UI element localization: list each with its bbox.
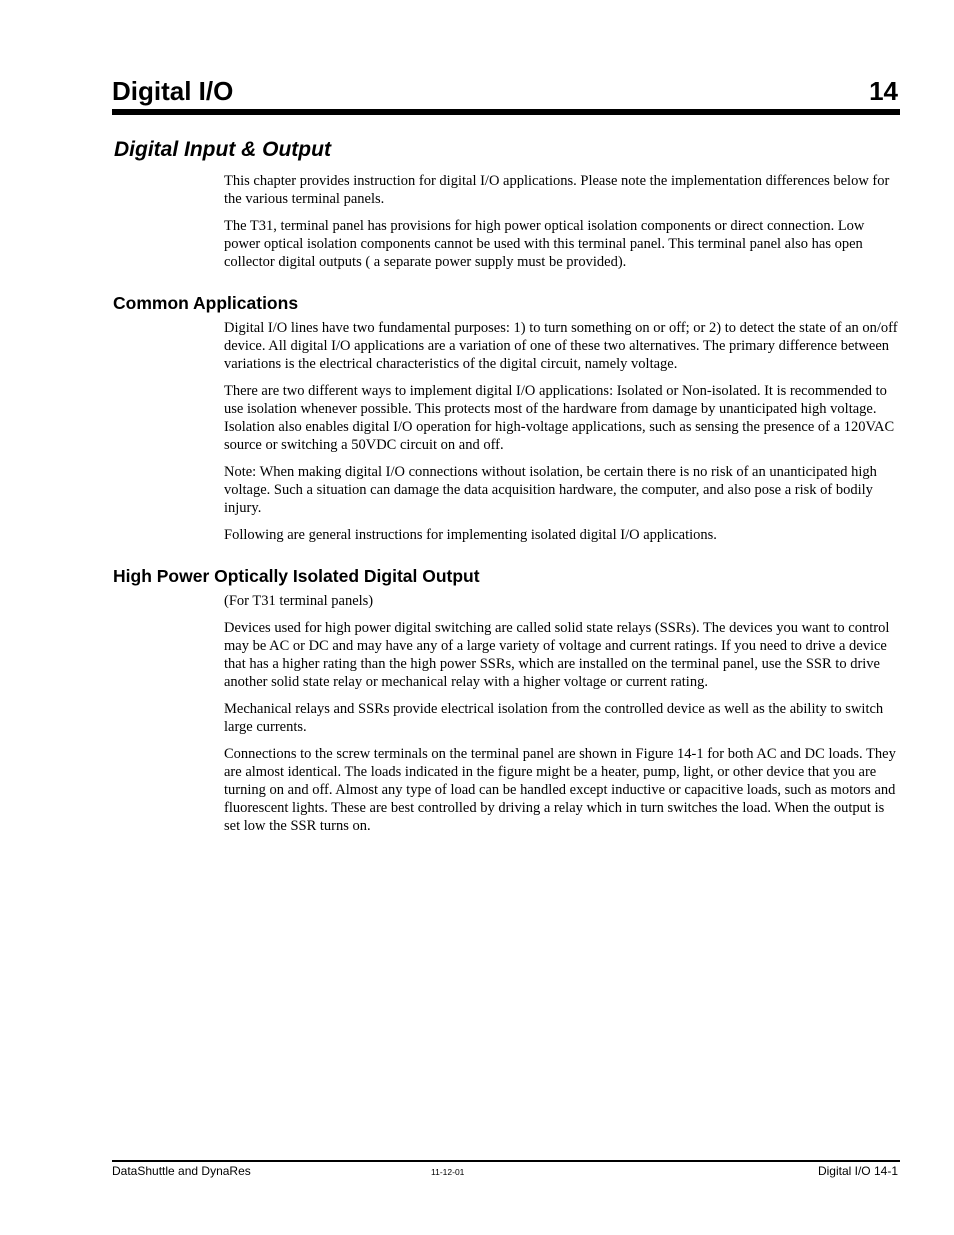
footer-page-number: Digital I/O 14-1 (817, 1164, 898, 1178)
page-content (112, 136, 900, 844)
paragraph: This chapter provides instruction for digital I/O applications. Please note the implementation differences below for the various terminal panels. (224, 173, 890, 207)
spacer (112, 280, 900, 292)
paragraph: (For T31 terminal panels) (224, 593, 374, 609)
paragraph: Following are general instructions for implementing isolated digital I/O applications. (224, 527, 717, 543)
paragraph: There are two different ways to implement digital I/O applications: Isolated or Non-isolated. It is recommended to use isolation whenever possible. This protects most of the hardware from damage by unanticipated high voltage. Isolation also enables digital I/O operation for high-voltage applications, such as sensing the presence of a 120VAC source or switching a 50VDC circuit on and off. (224, 383, 895, 453)
chapter-title: Digital I/O (112, 76, 234, 106)
paragraph: Devices used for high power digital switching are called solid state relays (SSRs). The devices you want to control may be AC or DC and may have any of a large variety of voltage and current ratings. If you need to drive a device that has a higher rating than the high power SSRs, which are installed on the terminal panel, use the SSR to drive another solid state relay or mechanical relay with a higher voltage or current rating. (224, 620, 890, 690)
section-title-digital-io: Digital Input & Output (114, 138, 331, 161)
paragraph: The T31, terminal panel has provisions for high power optical isolation components or direct connection. Low power optical isolation components cannot be used with this terminal panel. This terminal panel also has open collector digital outputs ( a separate power supply must be provided). (224, 218, 865, 270)
subsection-title-high-power: High Power Optically Isolated Digital Output (113, 566, 480, 586)
footer-product-name: DataShuttle and DynaRes (112, 1164, 251, 1178)
paragraph: Mechanical relays and SSRs provide electrical isolation from the controlled device as well as the ability to switch large currents. (224, 701, 884, 735)
footer-date: 11-12-01 (431, 1167, 465, 1177)
paragraph: Connections to the screw terminals on the terminal panel are shown in Figure 14-1 for both AC and DC loads. They are almost identical. The loads indicated in the figure might be a heater, pump, light, or other device that you are turning on and off. Almost any type of load can be handled except inductive or capacitive loads, such as motors and fluorescent lights. These are best controlled by driving a relay which in turn switches the load. When the output is set low the SSR turns on. (224, 746, 896, 834)
footer-rule (112, 1160, 900, 1162)
paragraph: Note: When making digital I/O connections without isolation, be certain there is no risk of an unanticipated high voltage. Such a situation can damage the data acquisition hardware, the computer, and also pose a risk of bodily injury. (224, 464, 877, 516)
header-rule (112, 109, 900, 115)
spacer (112, 553, 900, 565)
paragraph: Digital I/O lines have two fundamental purposes: 1) to turn something on or off; or 2) to detect the state of an on/off device. All digital I/O applications are a variation of one of these two alternatives. The primary difference between variations is the electrical characteristics of the digital circuit, namely voltage. (224, 320, 898, 372)
chapter-header (112, 74, 900, 108)
chapter-number: 14 (869, 76, 898, 106)
subsection-title-common-applications: Common Applications (113, 293, 299, 313)
